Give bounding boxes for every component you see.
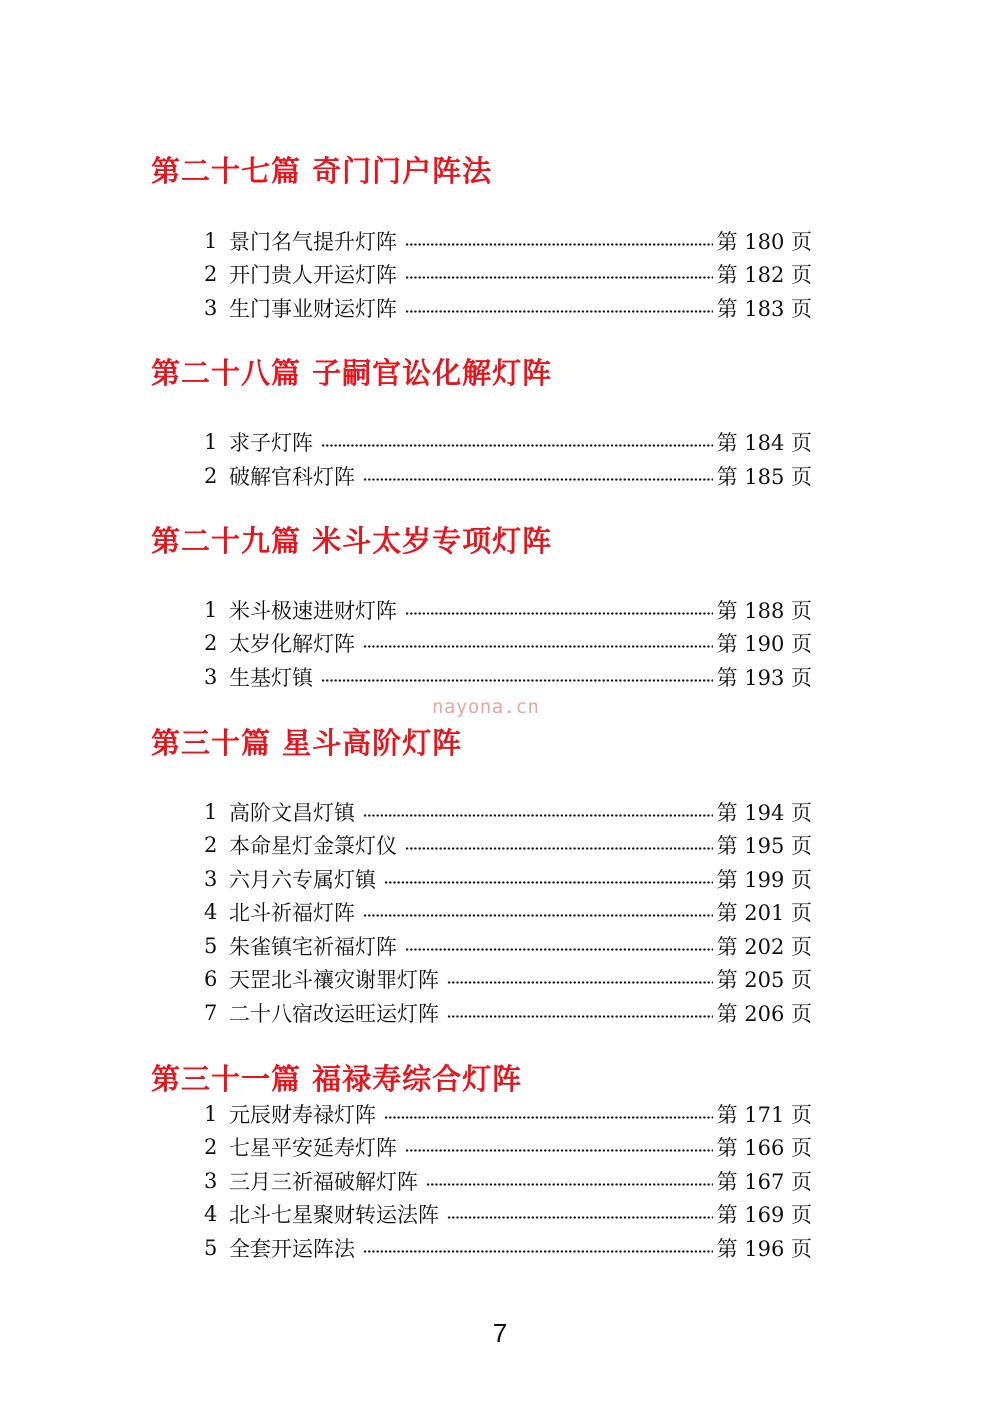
dot-leader <box>405 846 713 851</box>
entry-page: 第 180 页 <box>716 230 812 254</box>
entry-page: 第 202 页 <box>716 935 812 959</box>
toc-entry <box>204 224 812 258</box>
entry-title: 破解官科灯阵 <box>229 465 355 489</box>
toc-entry <box>204 660 812 694</box>
entry-title: 天罡北斗禳灾谢罪灯阵 <box>229 968 439 992</box>
dot-leader <box>405 611 713 616</box>
entry-title: 开门贵人开运灯阵 <box>229 263 397 287</box>
entry-page: 第 193 页 <box>716 666 812 690</box>
entry-number: 5 <box>204 1236 218 1260</box>
entry-page: 第 182 页 <box>716 263 812 287</box>
entry-number: 2 <box>204 464 218 488</box>
dot-leader <box>447 1215 713 1220</box>
entry-page: 第 194 页 <box>716 801 812 825</box>
entry-number: 1 <box>204 430 218 454</box>
toc-entry <box>204 996 812 1030</box>
entry-number: 3 <box>204 296 218 320</box>
toc-entry <box>204 291 812 325</box>
toc-entry <box>204 1197 812 1231</box>
section-heading: 第二十九篇 米斗太岁专项灯阵 <box>151 524 553 558</box>
dot-leader <box>405 242 713 247</box>
entry-title: 太岁化解灯阵 <box>229 632 355 656</box>
entry-title: 生门事业财运灯阵 <box>229 297 397 321</box>
entry-title: 生基灯镇 <box>229 666 313 690</box>
dot-leader <box>384 1115 713 1120</box>
entry-number: 4 <box>204 900 218 924</box>
entry-title: 北斗七星聚财转运法阵 <box>229 1203 439 1227</box>
toc-entry <box>204 1231 812 1265</box>
toc-entry <box>204 895 812 929</box>
entry-number: 1 <box>204 1102 218 1126</box>
entry-number: 3 <box>204 867 218 891</box>
section-heading: 第三十一篇 福禄寿综合灯阵 <box>151 1062 523 1096</box>
page-number: 7 <box>492 1318 508 1348</box>
dot-leader <box>321 443 713 448</box>
toc-entry <box>204 1097 812 1131</box>
entry-number: 7 <box>204 1001 218 1025</box>
section-heading: 第二十七篇 奇门门户阵法 <box>151 154 493 188</box>
dot-leader <box>405 1148 713 1153</box>
entry-page: 第 190 页 <box>716 632 812 656</box>
toc-entry <box>204 425 812 459</box>
entry-title: 七星平安延寿灯阵 <box>229 1136 397 1160</box>
entry-number: 1 <box>204 598 218 622</box>
toc-entry <box>204 257 812 291</box>
section-heading: 第二十八篇 子嗣官讼化解灯阵 <box>151 356 553 390</box>
entry-number: 3 <box>204 665 218 689</box>
entry-page: 第 196 页 <box>716 1237 812 1261</box>
entry-page: 第 195 页 <box>716 834 812 858</box>
dot-leader <box>363 644 713 649</box>
dot-leader <box>384 880 713 885</box>
entry-number: 5 <box>204 934 218 958</box>
entry-page: 第 183 页 <box>716 297 812 321</box>
entry-page: 第 199 页 <box>716 868 812 892</box>
dot-leader <box>405 275 713 280</box>
toc-entry <box>204 1164 812 1198</box>
entry-title: 元辰财寿禄灯阵 <box>229 1103 376 1127</box>
dot-leader <box>363 477 713 482</box>
entry-number: 2 <box>204 631 218 655</box>
entry-title: 二十八宿改运旺运灯阵 <box>229 1002 439 1026</box>
dot-leader <box>447 1014 713 1019</box>
dot-leader <box>363 1249 713 1254</box>
entry-number: 2 <box>204 262 218 286</box>
dot-leader <box>363 813 713 818</box>
entry-page: 第 184 页 <box>716 431 812 455</box>
dot-leader <box>405 947 713 952</box>
toc-entry <box>204 1130 812 1164</box>
dot-leader <box>321 678 713 683</box>
toc-entry <box>204 828 812 862</box>
entry-page: 第 166 页 <box>716 1136 812 1160</box>
entry-title: 朱雀镇宅祈福灯阵 <box>229 935 397 959</box>
entry-title: 景门名气提升灯阵 <box>229 230 397 254</box>
watermark: nayona.cn <box>432 696 540 718</box>
entry-page: 第 206 页 <box>716 1002 812 1026</box>
entry-page: 第 171 页 <box>716 1103 812 1127</box>
toc-entry <box>204 862 812 896</box>
dot-leader <box>363 913 713 918</box>
section-heading: 第三十篇 星斗高阶灯阵 <box>151 726 463 760</box>
entry-title: 本命星灯金箓灯仪 <box>229 834 397 858</box>
entry-page: 第 201 页 <box>716 901 812 925</box>
entry-number: 2 <box>204 1135 218 1159</box>
toc-entry <box>204 795 812 829</box>
dot-leader <box>447 980 713 985</box>
entry-title: 六月六专属灯镇 <box>229 868 376 892</box>
entry-page: 第 167 页 <box>716 1170 812 1194</box>
entry-title: 北斗祈福灯阵 <box>229 901 355 925</box>
entry-page: 第 205 页 <box>716 968 812 992</box>
dot-leader <box>405 309 713 314</box>
entry-page: 第 185 页 <box>716 465 812 489</box>
entry-number: 1 <box>204 800 218 824</box>
entry-title: 求子灯阵 <box>229 431 313 455</box>
entry-number: 1 <box>204 229 218 253</box>
toc-entry <box>204 593 812 627</box>
toc-entry <box>204 459 812 493</box>
toc-entry <box>204 962 812 996</box>
entry-title: 高阶文昌灯镇 <box>229 801 355 825</box>
entry-title: 三月三祈福破解灯阵 <box>229 1170 418 1194</box>
entry-number: 4 <box>204 1202 218 1226</box>
entry-page: 第 169 页 <box>716 1203 812 1227</box>
entry-number: 6 <box>204 967 218 991</box>
entry-title: 全套开运阵法 <box>229 1237 355 1261</box>
entry-title: 米斗极速进财灯阵 <box>229 599 397 623</box>
dot-leader <box>426 1182 713 1187</box>
entry-page: 第 188 页 <box>716 599 812 623</box>
entry-number: 2 <box>204 833 218 857</box>
entry-number: 3 <box>204 1169 218 1193</box>
toc-entry <box>204 929 812 963</box>
toc-entry <box>204 626 812 660</box>
